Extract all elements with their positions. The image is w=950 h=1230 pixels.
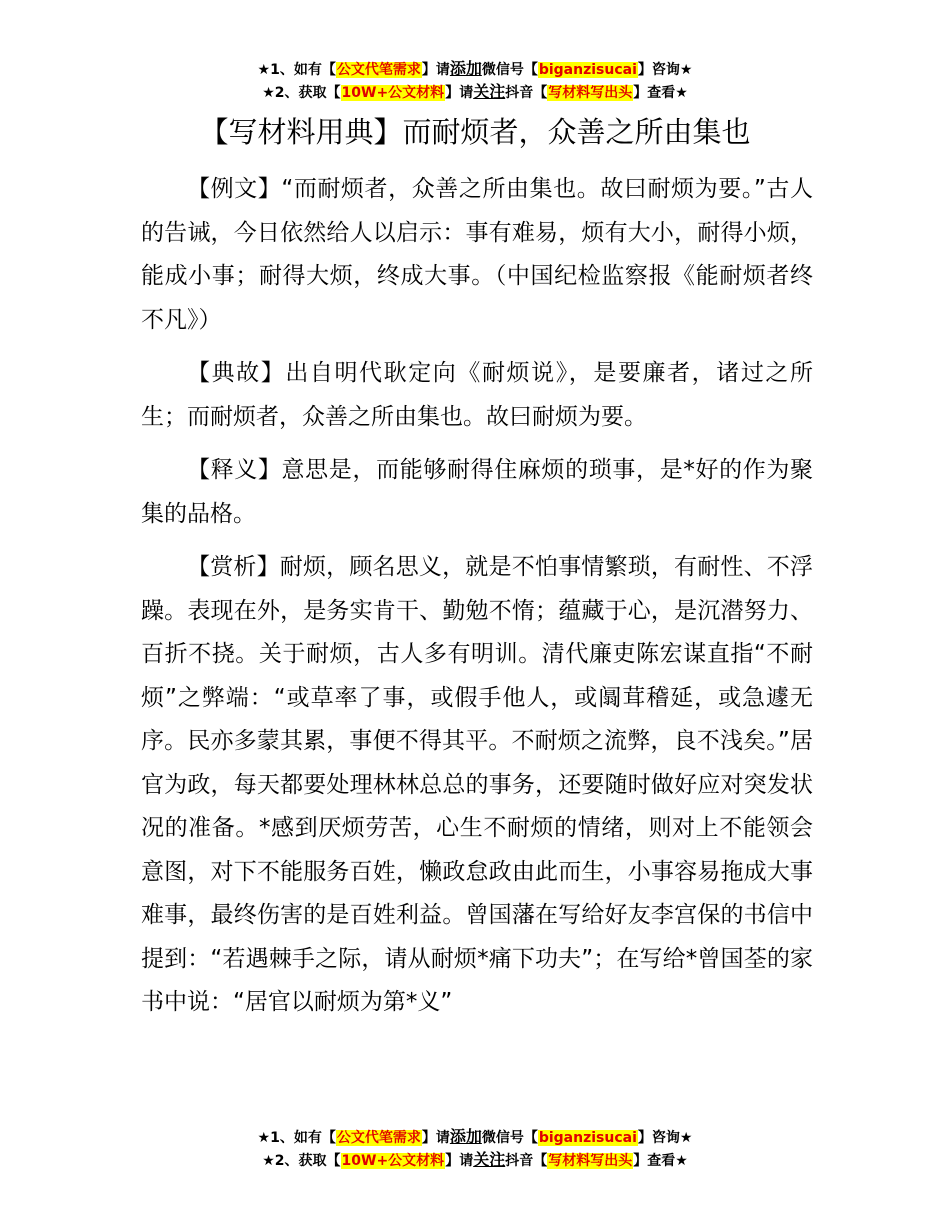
bracket: 【	[523, 62, 538, 78]
banner-line-2	[0, 81, 950, 104]
banner-text: 咨询★	[651, 1130, 693, 1146]
banner-text: 查看★	[647, 1153, 688, 1169]
highlight-douyin-account: 写材料写出头	[548, 1153, 633, 1169]
banner-text: 查看★	[647, 85, 688, 101]
banner-line-1	[0, 1126, 950, 1149]
paragraph-allusion: 【典故】出自明代耿定向《耐烦说》，是要廉者，诸过之所生；而耐烦者，众善之所由集也。故曰耐烦为要。	[141, 360, 813, 430]
bracket: 】	[637, 1130, 652, 1146]
underlined-text: 添加	[449, 59, 482, 78]
highlight-service: 公文代笔需求	[336, 1130, 421, 1146]
bracket: 】	[421, 62, 436, 78]
banner-text: ★1、如有	[257, 62, 322, 78]
highlight-wechat-id: biganzisucai	[538, 1130, 637, 1146]
paragraph-example: 【例文】“而耐烦者，众善之所由集也。故曰耐烦为要。”古人的告诫，今日依然给人以启示：事有难易，烦有大小，耐得小烦，能成小事；耐得大烦，终成大事。（中国纪检监察报《能耐烦者终不凡》）	[141, 176, 813, 333]
bracket: 】	[633, 1153, 648, 1169]
underlined-text: 关注	[473, 82, 506, 101]
banner-text: ★2、获取	[262, 85, 327, 101]
bottom-banner	[0, 1126, 950, 1172]
banner-line-2	[0, 1149, 950, 1172]
bracket: 】	[637, 62, 652, 78]
document-body	[141, 168, 813, 1035]
banner-text: 请	[435, 1130, 450, 1146]
bracket: 】	[421, 1130, 436, 1146]
banner-text: 微信号	[481, 1130, 524, 1146]
bracket: 】	[445, 85, 460, 101]
paragraph-analysis: 【赏析】耐烦，顾名思义，就是不怕事情繁琐，有耐性、不浮躁。表现在外，是务实肯干、勤勉不惰；蕴藏于心，是沉潜努力、百折不挠。关于耐烦，古人多有明训。清代廉吏陈宏谋直指“不耐烦”之弊端：“或草率了事，或假手他人，或阘茸稽延，或急遽无序。民亦多蒙其累，事便不得其平。不耐烦之流弊，良不浅矣。”居官为政，每天都要处理林林总总的事务，还要随时做好应对突发状况的准备。*感到厌烦劳苦，心生不耐烦的情绪，则对上不能领会意图，对下不能服务百姓，懒政怠政由此而生，小事容易拖成大事难事，最终伤害的是百姓利益。曾国藩在写给好友李宫保的书信中提到：“若遇棘手之际，请从耐烦*痛下功夫”；在写给*曾国荃的家书中说：“居官以耐烦为第*义”	[141, 554, 813, 1015]
banner-line-1	[0, 58, 950, 81]
banner-text: 抖音	[505, 1153, 534, 1169]
banner-text: 咨询★	[651, 62, 693, 78]
banner-text: ★1、如有	[257, 1130, 322, 1146]
highlight-materials: 10W+公文材料	[341, 1153, 445, 1169]
bracket: 【	[533, 1153, 548, 1169]
bracket: 【	[321, 1130, 336, 1146]
bracket: 【	[326, 1153, 341, 1169]
document-title: 【写材料用典】而耐烦者，众善之所由集也	[199, 115, 751, 149]
highlight-douyin-account: 写材料写出头	[548, 85, 633, 101]
paragraph-meaning: 【释义】意思是，而能够耐得住麻烦的琐事，是*好的作为聚集的品格。	[141, 457, 813, 527]
bracket: 】	[633, 85, 648, 101]
bracket: 【	[533, 85, 548, 101]
banner-text: 抖音	[505, 85, 534, 101]
underlined-text: 关注	[473, 1150, 506, 1169]
banner-text: 微信号	[481, 62, 524, 78]
banner-text: 请	[435, 62, 450, 78]
bracket: 【	[523, 1130, 538, 1146]
banner-text: ★2、获取	[262, 1153, 327, 1169]
banner-text: 请	[459, 85, 474, 101]
bracket: 【	[326, 85, 341, 101]
underlined-text: 添加	[449, 1127, 482, 1146]
highlight-service: 公文代笔需求	[336, 62, 421, 78]
bracket: 】	[445, 1153, 460, 1169]
highlight-materials: 10W+公文材料	[341, 85, 445, 101]
bracket: 【	[321, 62, 336, 78]
banner-text: 请	[459, 1153, 474, 1169]
top-banner	[0, 58, 950, 104]
highlight-wechat-id: biganzisucai	[538, 62, 637, 78]
